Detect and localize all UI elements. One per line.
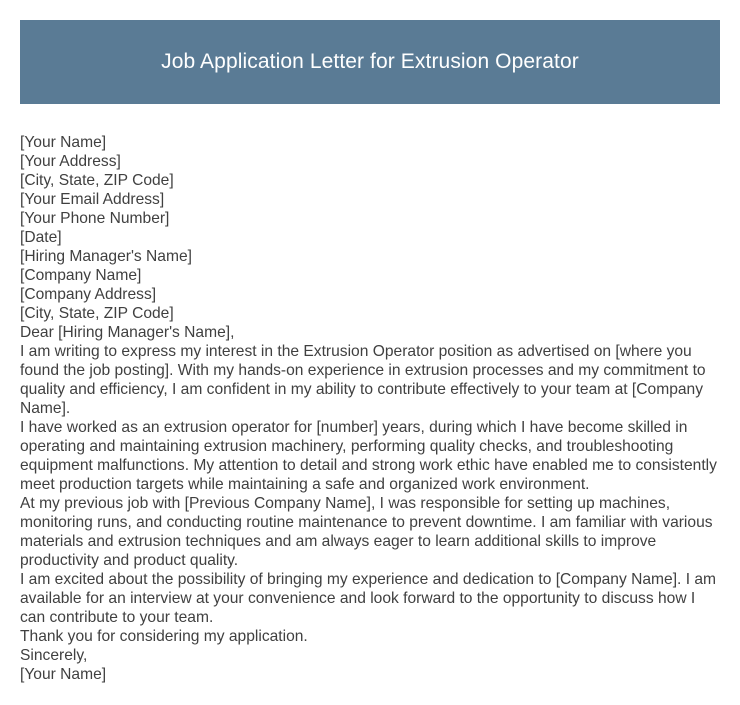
sender-phone: [Your Phone Number]	[20, 210, 170, 227]
sender-name: [Your Name]	[20, 134, 107, 151]
paragraph-thanks: Thank you for considering my application.	[20, 628, 308, 645]
recipient-address: [Company Address]	[20, 286, 157, 303]
recipient-name: [Hiring Manager's Name]	[20, 248, 192, 265]
recipient-city-state-zip: [City, State, ZIP Code]	[20, 305, 174, 322]
closing: Sincerely,	[20, 647, 88, 664]
letter-header	[20, 20, 720, 104]
recipient-company: [Company Name]	[20, 267, 142, 284]
paragraph-intro: I am writing to express my interest in the Extrusion Operator position as advertised on [where you found the job posting]. With my hands-on experience in extrusion processes and my commitment to quality and efficiency, I am confident in my ability to contribute effectively to your team at [Company Name].	[20, 343, 706, 417]
letter-body	[20, 133, 720, 684]
letter-date: [Date]	[20, 229, 62, 246]
paragraph-experience: I have worked as an extrusion operator for [number] years, during which I have become skilled in operating and maintaining extrusion machinery, performing quality checks, and troubleshooting equipment malfunctions. My attention to detail and strong work ethic have enabled me to consistently meet production targets while maintaining a safe and organized work environment.	[20, 419, 717, 493]
paragraph-previous-job: At my previous job with [Previous Company Name], I was responsible for setting up machines, monitoring runs, and conducting routine maintenance to prevent downtime. I am familiar with various materials and extrusion techniques and am always eager to learn additional skills to improve productivity and product quality.	[20, 495, 713, 569]
signature: [Your Name]	[20, 666, 107, 683]
page-title: Job Application Letter for Extrusion Operator	[161, 50, 579, 73]
paragraph-interest: I am excited about the possibility of bringing my experience and dedication to [Company Name]. I am available for an interview at your convenience and look forward to the opportunity to discuss how I can contribute to your team.	[20, 571, 717, 626]
sender-address: [Your Address]	[20, 153, 121, 170]
sender-city-state-zip: [City, State, ZIP Code]	[20, 172, 174, 189]
salutation: Dear [Hiring Manager's Name],	[20, 324, 235, 341]
sender-email: [Your Email Address]	[20, 191, 165, 208]
